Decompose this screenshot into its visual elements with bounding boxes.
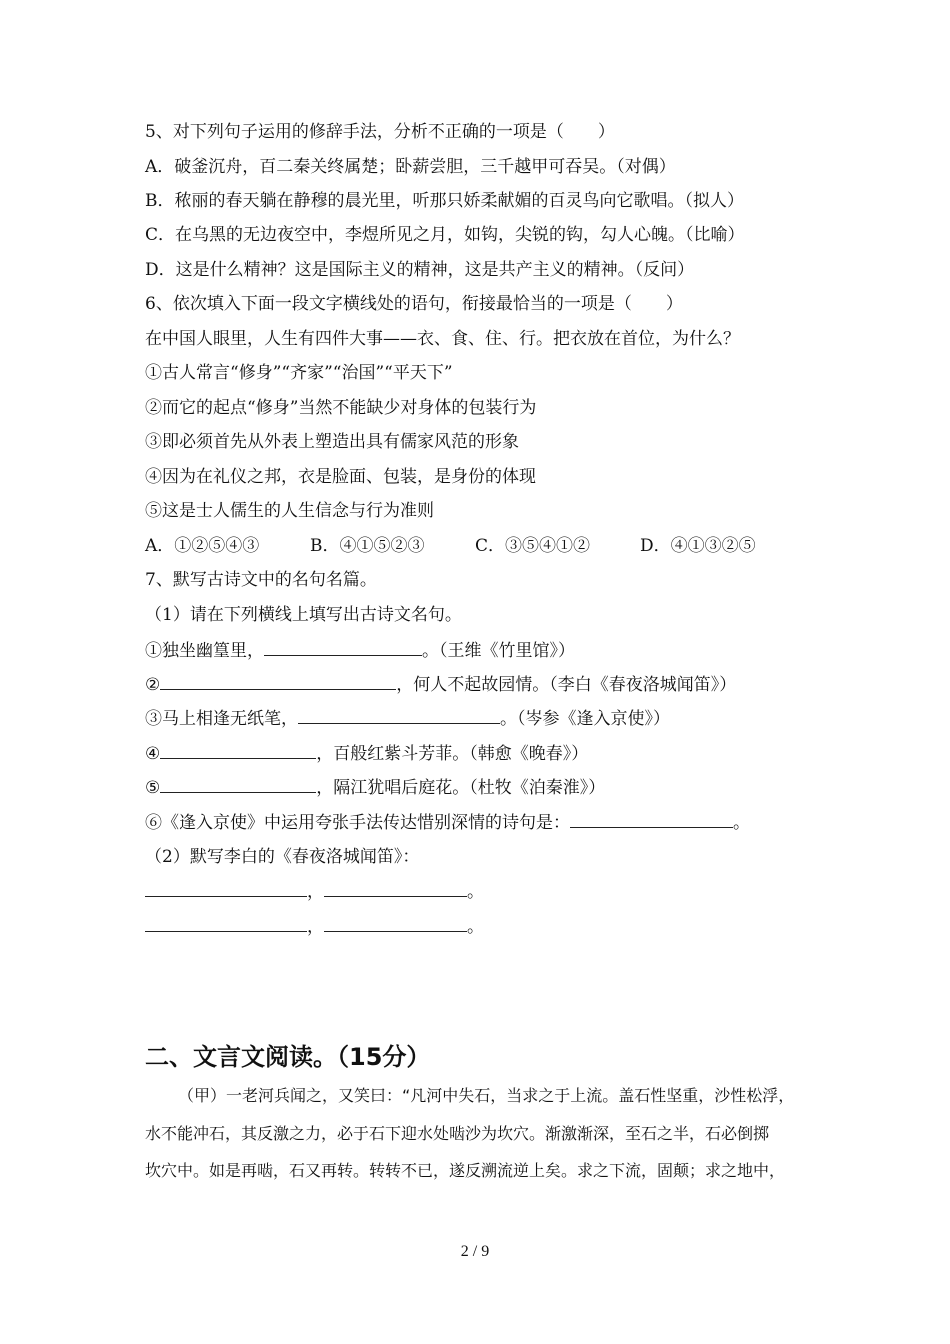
q7-line-3-pre: ③马上相逢无纸笔， <box>145 709 298 729</box>
q7-line-4-post: ，百般红紫斗芳菲。（韩愈《晚春》） <box>316 744 589 764</box>
passage-line-2: 水不能冲石，其反激之力，必于石下迎水处啮沙为坎穴。渐激渐深，至石之半，石必倒掷 <box>145 1124 770 1143</box>
q7-recite-line-2 <box>145 915 484 938</box>
comma: ， <box>307 882 324 902</box>
q7-line-1-post: 。（王维《竹里馆》） <box>422 641 575 661</box>
q5-option-a: A．破釜沉舟，百二秦关终属楚；卧薪尝胆，三千越甲可吞吴。（对偶） <box>145 157 676 177</box>
passage-line-1: （甲）一老河兵闻之，又笑曰：“凡河中失石，当求之于上流。盖石性坚重，沙性松浮， <box>178 1086 795 1105</box>
q7-line-1 <box>145 639 575 662</box>
q7-line-2-post: ，何人不起故园情。（李白《春夜洛城闻笛》） <box>396 675 737 695</box>
q6-item-3: ③即必须首先从外表上塑造出具有儒家风范的形象 <box>145 432 519 452</box>
q7-line-6-post: 。 <box>733 813 750 833</box>
q7-line-4 <box>145 742 588 765</box>
answer-blank[interactable] <box>264 639 422 656</box>
q7-line-6 <box>145 811 750 834</box>
q5-stem: 5、对下列句子运用的修辞手法，分析不正确的一项是（ ） <box>145 122 615 142</box>
section-2-title: 二、文言文阅读。（15分） <box>145 1043 431 1071</box>
answer-blank[interactable] <box>145 880 307 897</box>
q7-line-5 <box>145 776 605 799</box>
q6-item-4: ④因为在礼仪之邦，衣是脸面、包装，是身份的体现 <box>145 467 536 487</box>
q6-choice-d: D．④①③②⑤ <box>640 536 756 556</box>
q7-recite-line-1 <box>145 880 484 903</box>
answer-blank[interactable] <box>160 673 396 690</box>
q7-line-4-pre: ④ <box>145 744 161 764</box>
q7-line-3 <box>145 707 670 730</box>
q7-line-2-pre: ② <box>145 675 161 695</box>
q6-passage: 在中国人眼里，人生有四件大事——衣、食、住、行。把衣放在首位，为什么？ <box>145 329 740 349</box>
period: 。 <box>467 882 484 902</box>
q7-line-3-post: 。（岑参《逢入京使》） <box>500 709 670 729</box>
q6-item-1: ①古人常言“修身”“齐家”“治国”“平天下” <box>145 363 453 383</box>
passage-line-3: 坎穴中。如是再啮，石又再转。转转不已，遂反溯流逆上矣。求之下流，固颠；求之地中， <box>145 1161 786 1180</box>
q6-choices <box>145 535 756 557</box>
q6-choice-a: A．①②⑤④③ <box>145 536 260 556</box>
answer-blank[interactable] <box>160 776 316 793</box>
q6-item-2: ②而它的起点“修身”当然不能缺少对身体的包装行为 <box>145 398 537 418</box>
period: 。 <box>467 917 484 937</box>
answer-blank[interactable] <box>324 880 467 897</box>
q5-option-b: B．秾丽的春天躺在静穆的晨光里，听那只娇柔献媚的百灵鸟向它歌唱。（拟人） <box>145 191 744 211</box>
q7-part1-title: （1）请在下列横线上填写出古诗文名句。 <box>145 605 462 625</box>
q7-line-2 <box>145 673 736 696</box>
q7-line-5-pre: ⑤ <box>145 778 161 798</box>
q6-stem: 6、依次填入下面一段文字横线处的语句，衔接最恰当的一项是（ ） <box>145 294 683 314</box>
q6-choice-b: B．④①⑤②③ <box>310 536 425 556</box>
answer-blank[interactable] <box>298 707 500 724</box>
q6-choice-c: C．③⑤④①② <box>475 536 591 556</box>
answer-blank[interactable] <box>145 915 307 932</box>
q6-item-5: ⑤这是士人儒生的人生信念与行为准则 <box>145 501 434 521</box>
q7-part2-title: （2）默写李白的《春夜洛城闻笛》： <box>145 847 420 867</box>
q7-line-1-pre: ①独坐幽篁里， <box>145 641 264 661</box>
q7-line-5-post: ，隔江犹唱后庭花。（杜牧《泊秦淮》） <box>316 778 606 798</box>
comma: ， <box>307 917 324 937</box>
q5-option-d: D．这是什么精神？这是国际主义的精神，这是共产主义的精神。（反问） <box>145 260 695 280</box>
answer-blank[interactable] <box>160 742 316 759</box>
page-number: 2 / 9 <box>460 1243 490 1260</box>
q7-line-6-pre: ⑥《逢入京使》中运用夸张手法传达惜别深情的诗句是： <box>145 813 570 833</box>
answer-blank[interactable] <box>570 811 733 828</box>
answer-blank[interactable] <box>324 915 467 932</box>
q5-option-c: C．在乌黑的无边夜空中，李煜所见之月，如钩，尖锐的钩，勾人心魄。（比喻） <box>145 225 745 245</box>
q7-stem: 7、默写古诗文中的名句名篇。 <box>145 570 377 590</box>
